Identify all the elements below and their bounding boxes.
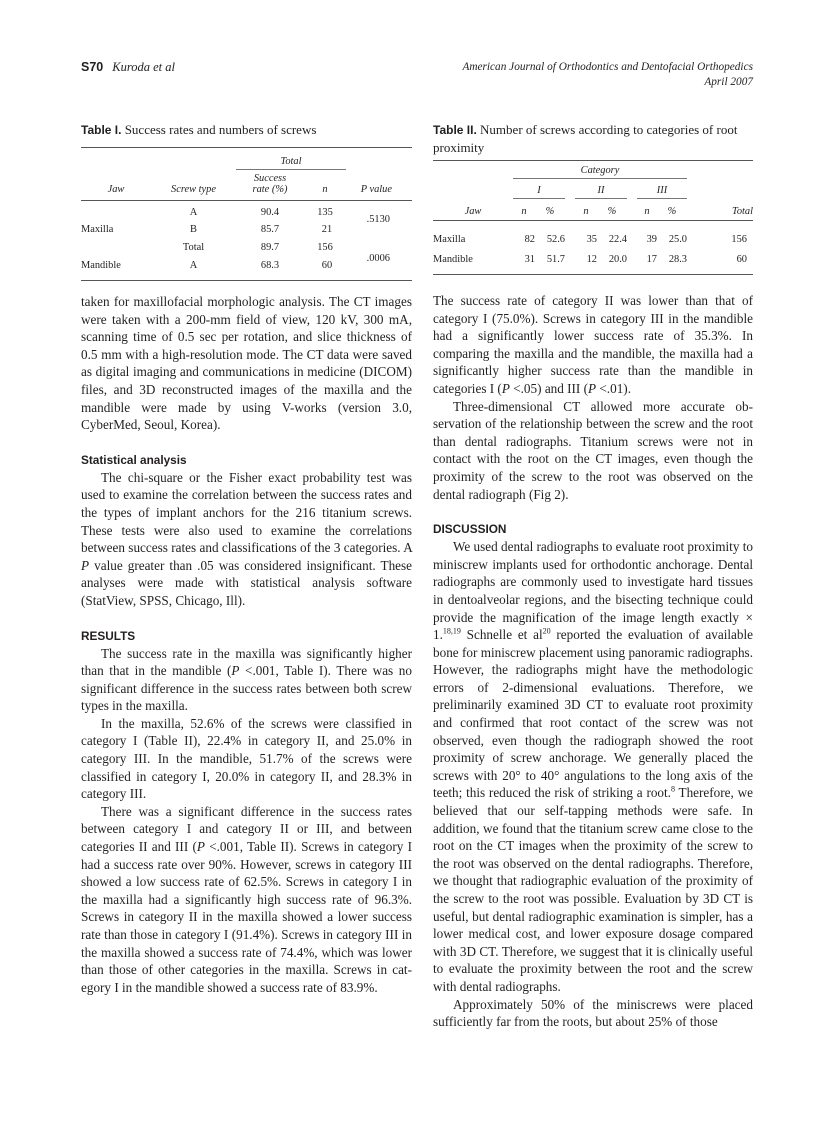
table2-cell: Mandible <box>433 253 473 265</box>
running-head-right <box>462 60 753 90</box>
text-span: Therefore, we believed that our self-tapping methods were safe. In addition, we found that the titanium screw came close to the root on the CT images when the proximity of the screw to the root was observed on the dental radiographs. Therefore, we thought that radiographic evaluation of the proximity of the screw to the root was possible. Evaluation by 3D CT is useful, but dental radiographic examination is simpler, has a lower medical cost, and lower exposure dosage compared with 3D CT. Therefore, we suggest that it is clinically useful to evaluate the proximity between the root and the screw with dental radiographs. <box>433 785 753 994</box>
table2-col-pct: % <box>667 206 677 217</box>
text-span: <.001, Table II). Screws in category I had a success rate over 90%. However, screws in category III showed a low success rate of 62.5%. Screws in category I in the maxilla had a significantly high success rate of 96.3%. Screws in category II in the maxilla showed a lower success rate than those in category I (91.4%). Screws in category III in the maxilla showed a success rate of 74.4%, which was lower than those of other categories in the maxilla. Screws in category I in the mandible showed a success rate of 83.9%. <box>81 839 413 995</box>
paragraph-statistics <box>81 469 412 610</box>
table1-col-success-1: Success <box>253 173 287 184</box>
table2-col-jaw: Jaw <box>464 206 482 217</box>
table2-cell: Maxilla <box>433 233 466 245</box>
table2-cell: 17 <box>646 253 657 265</box>
paragraph-results-1 <box>81 645 412 715</box>
paragraph-results-cont <box>433 292 753 398</box>
table1-cell: Mandible <box>81 260 121 271</box>
text-span: P <box>231 663 240 679</box>
table1-cell: 135 <box>317 206 333 218</box>
citation-ref: 8 <box>670 785 675 795</box>
table2-col-total: Total <box>732 206 753 217</box>
table1-pvalue-mandible: .0006 <box>366 253 390 265</box>
table2-cell: 20.0 <box>608 253 627 265</box>
table1-cell: 85.7 <box>260 223 280 235</box>
table2-cat-II: II <box>575 179 627 199</box>
table1-cell: 60 <box>321 260 333 271</box>
table1-caption-text: Success rates and numbers of screws <box>124 122 317 137</box>
table2-col-pct: % <box>545 206 555 217</box>
text-span: P <box>588 380 597 396</box>
running-head-authors: Kuroda et al <box>112 60 175 74</box>
text-span: The chi-square or the Fisher exact probability test was used to examine the correlation between the success rates and the types of implant anchors for the 216 titanium screws. These tests were also used to examine the correlations between success rates and classifications of the 3 categories. A <box>81 469 412 556</box>
paragraph-results-3 <box>81 803 412 997</box>
table-row <box>81 238 412 256</box>
table1-cell: Total <box>182 241 205 253</box>
table2-cat-III: III <box>637 179 687 199</box>
paragraph-results-2: In the maxilla, 52.6% of the screws were classified in category I (Table II), 22.4% in category II, and 25.0% in category III. In the mandible, 51.7% of the screws were classified in category I, 20.0% in category II, and 28.3% in category III. <box>81 715 412 802</box>
table1-col-n: n <box>322 184 328 195</box>
table1-col-jaw: Jaw <box>107 184 125 195</box>
table1-label: Table I. <box>81 123 122 137</box>
heading-results: RESULTS <box>81 628 136 643</box>
table1-cell: 156 <box>317 241 333 253</box>
paragraph-discussion-1 <box>433 538 753 995</box>
table1-cell: 90.4 <box>260 206 280 218</box>
table2 <box>433 160 753 275</box>
table2-col-n: n <box>583 206 589 217</box>
citation-ref: 18,19 <box>442 626 461 636</box>
table1 <box>81 147 412 281</box>
text-span: There was a significant difference in the success rates between category I and category II or III, and between categories II and III ( <box>81 803 412 855</box>
table2-cell: 35 <box>586 233 597 245</box>
table2-cell: 12 <box>586 253 597 265</box>
table1-col-pvalue: P value <box>360 184 392 195</box>
issue-date: April 2007 <box>704 76 753 88</box>
text-span: P <box>501 380 510 396</box>
table1-pvalue-maxilla: .5130 <box>366 213 390 225</box>
table2-cell: 25.0 <box>668 233 687 245</box>
table2-caption <box>433 121 753 156</box>
table-row <box>433 245 753 275</box>
running-head <box>81 60 753 96</box>
text-span: P <box>196 839 205 855</box>
text-span: <.001, Table I). There was no significant difference in the success rates between both screw types in the maxilla. <box>81 663 412 714</box>
page-number: S70 <box>81 60 104 74</box>
text-span: <.01). <box>596 380 631 396</box>
text-span: P <box>81 557 90 573</box>
table2-col-n: n <box>644 206 650 217</box>
running-head-left <box>81 60 175 75</box>
table2-cell: 28.3 <box>668 253 687 265</box>
table1-group-header: Total <box>236 148 346 170</box>
text-span: We used dental radiographs to evaluate root proximity to miniscrew implants used for orthodontic anchorage. Dental radiographs are commonly used to investigate hard tissues in dentoalveolar regions, and the bisecting technique could provide the magnification of the image length exactly × 1. <box>433 539 753 643</box>
citation-ref: 20 <box>542 626 551 636</box>
left-column <box>81 121 413 995</box>
table2-cell: 22.4 <box>608 233 627 245</box>
table1-cell: 21 <box>321 223 333 235</box>
right-body <box>433 292 753 1031</box>
right-column <box>433 121 753 1030</box>
text-span: reported the evaluation of available bone for miniscrew placement using panoramic radiographs. However, the radiographs might have the methodologic errors of 2-dimensional evaluations. Therefore, we preliminarily examined 3D CT to evaluate root proximity and confirmed that root contact of the screw was not observed, even though the radiograph showed the root proximity of screw anchorage. We generally placed the screws with 20° to 40° angulations to the long axis of the teeth; this reduced the risk of striking a root. <box>433 627 753 801</box>
paragraph-discussion-2: Approximately 50% of the miniscrews were placed sufficiently far from the roots, but about 25% of those <box>433 996 753 1030</box>
table1-cell: A <box>189 260 198 271</box>
table-row <box>433 221 753 245</box>
text-span: <.05) and III ( <box>509 380 589 396</box>
table2-cell: 82 <box>524 233 535 245</box>
table2-cell: 156 <box>731 233 747 245</box>
table2-cell: 31 <box>524 253 535 265</box>
table1-caption <box>81 121 412 139</box>
journal-title: American Journal of Orthodontics and Dentofacial Orthopedics <box>462 61 753 73</box>
table2-cell: 52.6 <box>546 233 565 245</box>
heading-discussion: DISCUSSION <box>433 522 507 537</box>
table2-caption-text: Number of screws according to categories of root proximity <box>433 122 738 155</box>
table2-cell: 60 <box>736 253 747 265</box>
table1-cell: Maxilla <box>81 223 114 235</box>
paragraph-3d-ct: Three-dimensional CT allowed more accurate observation of the relationship between the screw and the root than dental radiographs. Titanium screws were not in contact with the root on the CT images, even though the proximity of the screw to the root was observed on the dental radiograph (Fig 2). <box>433 398 753 502</box>
table2-col-pct: % <box>607 206 617 217</box>
table1-cell: A <box>189 206 198 218</box>
table1-col-success-2: rate (%) <box>252 184 288 195</box>
table1-col-screw-type: Screw type <box>171 184 216 195</box>
left-body <box>81 293 412 996</box>
text-span: value greater than .05 was considered insignificant. These analyses were made with statistical analysis software (StatView, SPSS, Chicago, Ill). <box>81 557 412 608</box>
paragraph-ct-method: taken for maxillofacial morphologic analysis. The CT images were taken with a 200-mm field of view, 120 kV, 300 mA, scanning time of 0.5 sec per rotation, and slice thickness of 0.5 mm with a high-resolution mode. The CT data were saved as digital imaging and communications in medicine (DICOM) files, and 3D reconstructed images of the maxilla and the mandible were made by using V-works (version 3.0, CyberMed, Seoul, Korea). <box>81 294 412 433</box>
table1-cell: 68.3 <box>260 260 280 271</box>
table2-cat-I: I <box>513 179 565 199</box>
text-span: The success rate in the maxilla was significantly higher than that in the mandible ( <box>81 645 412 679</box>
table2-col-n: n <box>521 206 527 217</box>
table2-cell: 39 <box>646 233 657 245</box>
table-row <box>81 200 412 220</box>
table1-cell: 89.7 <box>260 241 280 253</box>
text-span: Schnelle et al <box>460 627 543 643</box>
text-span: The success rate of category II was lower than that of category I (75.0%). Screws in category III in the mandible had a significantly lower success rate of 35.3%. In comparing the maxilla and the mandible, the maxilla had a significantly higher success rate than the mandible in categories I ( <box>433 293 753 396</box>
table2-group-header: Category <box>513 161 687 179</box>
heading-statistical-analysis: Statistical analysis <box>81 452 187 467</box>
table1-cell: B <box>190 223 197 235</box>
table2-cell: 51.7 <box>546 253 565 265</box>
table2-label: Table II. <box>433 123 477 137</box>
